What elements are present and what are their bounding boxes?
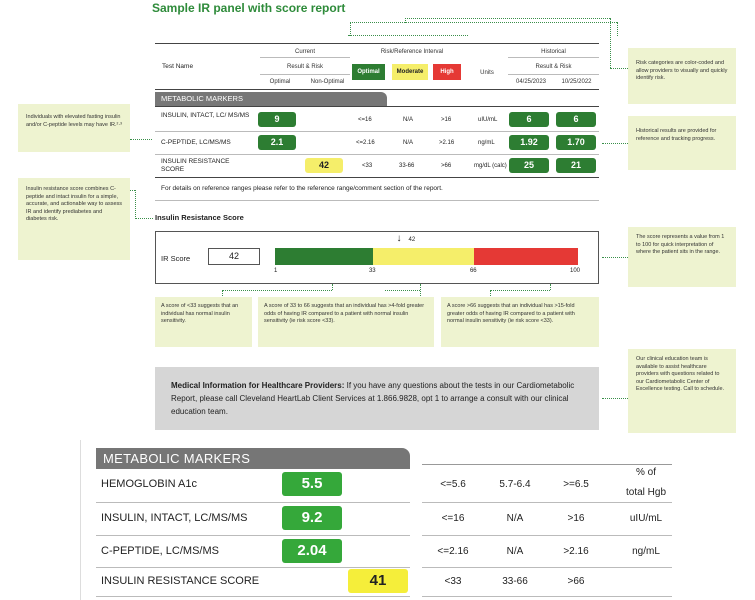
row-insulin-value: 9	[258, 112, 296, 127]
irs-marker-arrow-icon: ↓	[396, 233, 402, 244]
note-left-1: Individuals with elevated fasting insulin and/or C-peptide levels may have IR.²·³	[18, 104, 130, 152]
irs-marker-label: 42	[408, 237, 416, 243]
col-units: Units	[480, 70, 494, 76]
footnote: For details on reference ranges please refer to the reference range/comment section of the report.	[161, 185, 443, 192]
row-cpeptide-value: 2.1	[258, 135, 296, 150]
row-insulin-hist1: 6	[509, 112, 549, 127]
irs-tick-33: 33	[368, 268, 376, 274]
irs-tick-100: 100	[570, 268, 581, 274]
bottom-section-metabolic-markers: METABOLIC MARKERS	[96, 448, 410, 468]
irs-bar-red	[474, 248, 578, 265]
legend-optimal: Optimal	[352, 64, 385, 80]
note-right-2: Historical results are provided for reference and tracking progress.	[628, 116, 736, 170]
bottom-row-a1c-value: 5.5	[282, 472, 342, 496]
irs-tick-66: 66	[469, 268, 477, 274]
row-irs-value: 42	[305, 158, 343, 173]
note-right-1: Risk categories are color-coded and allow providers to visually and quickly identify risk.	[628, 48, 736, 104]
irs-bar-green	[275, 248, 373, 265]
note-right-3: The score represents a value from 1 to 100 for quick interpretation of where the patient sits in the range.	[628, 227, 736, 287]
bottom-row-cpeptide-name: C-PEPTIDE, LC/MS/MS	[101, 545, 219, 557]
row-cpeptide-name: C-PEPTIDE, LC/MS/MS	[161, 139, 231, 146]
row-irs-hist1: 25	[509, 158, 549, 173]
row-irs-name: INSULIN RESISTANCE	[161, 158, 230, 165]
bracket-top	[350, 22, 617, 23]
page-title: Sample IR panel with score report	[152, 1, 346, 15]
row-irs-hist2: 21	[556, 158, 596, 173]
col-current: Current	[294, 49, 315, 55]
irs-heading: Insulin Resistance Score	[155, 213, 244, 222]
row-cpeptide-hist1: 1.92	[509, 135, 549, 150]
section-metabolic-markers: METABOLIC MARKERS	[155, 92, 387, 106]
bottom-row-insulin-value: 9.2	[282, 506, 342, 530]
medical-info-box: Medical Information for Healthcare Providers: If you have any questions about the tests in our Cardiometabolic Report, please call Cleveland HeartLab Client Services at 1.866.9828, opt 1 to arrange a consult with our clinical education team.	[155, 367, 599, 430]
bottom-row-irs-value: 41	[348, 569, 408, 593]
irs-tick-1: 1	[274, 268, 278, 274]
bottom-row-a1c-name: HEMOGLOBIN A1c	[101, 478, 197, 490]
note-low-score: A score of <33 suggests that an individual has normal insulin sensitivity.	[155, 297, 252, 347]
note-high-score: A score >66 suggests that an individual has >15-fold greater odds of having IR compared to a patient with normal insulin sensitivity (ie risk score <33).	[441, 297, 599, 347]
bottom-row-insulin-name: INSULIN, INTACT, LC/MS/MS	[101, 512, 248, 524]
row-insulin-hist2: 6	[556, 112, 596, 127]
note-left-2: Insulin resistance score combines C-peptide and intact insulin for a simple, accurate, and actionable way to assess IR and identify prediabetes and diabetes risk.	[18, 178, 130, 260]
irs-bar-yellow	[373, 248, 474, 265]
row-cpeptide-hist2: 1.70	[556, 135, 596, 150]
col-historical: Historical	[541, 49, 566, 55]
note-mid-score: A score of 33 to 66 suggests that an individual has >4-fold greater odds of having IR compared to a patient with normal insulin sensitivity (ie risk score <33).	[258, 297, 434, 347]
col-risk-interval: Risk/Reference Interval	[380, 49, 444, 55]
irs-score-field: 42	[208, 248, 260, 265]
legend-high: High	[433, 64, 461, 80]
row-insulin-name: INSULIN, INTACT, LC/ MS/MS	[161, 112, 250, 119]
note-right-4: Our clinical education team is available to assist healthcare providers with questions related to our Cardiometabolic Center of Excellence testing. Call to schedule.	[628, 349, 736, 433]
bottom-row-irs-name: INSULIN RESISTANCE SCORE	[101, 575, 260, 587]
col-test-name: Test Name	[162, 63, 194, 70]
legend-moderate: Moderate	[392, 64, 428, 80]
bottom-row-cpeptide-value: 2.04	[282, 539, 342, 563]
